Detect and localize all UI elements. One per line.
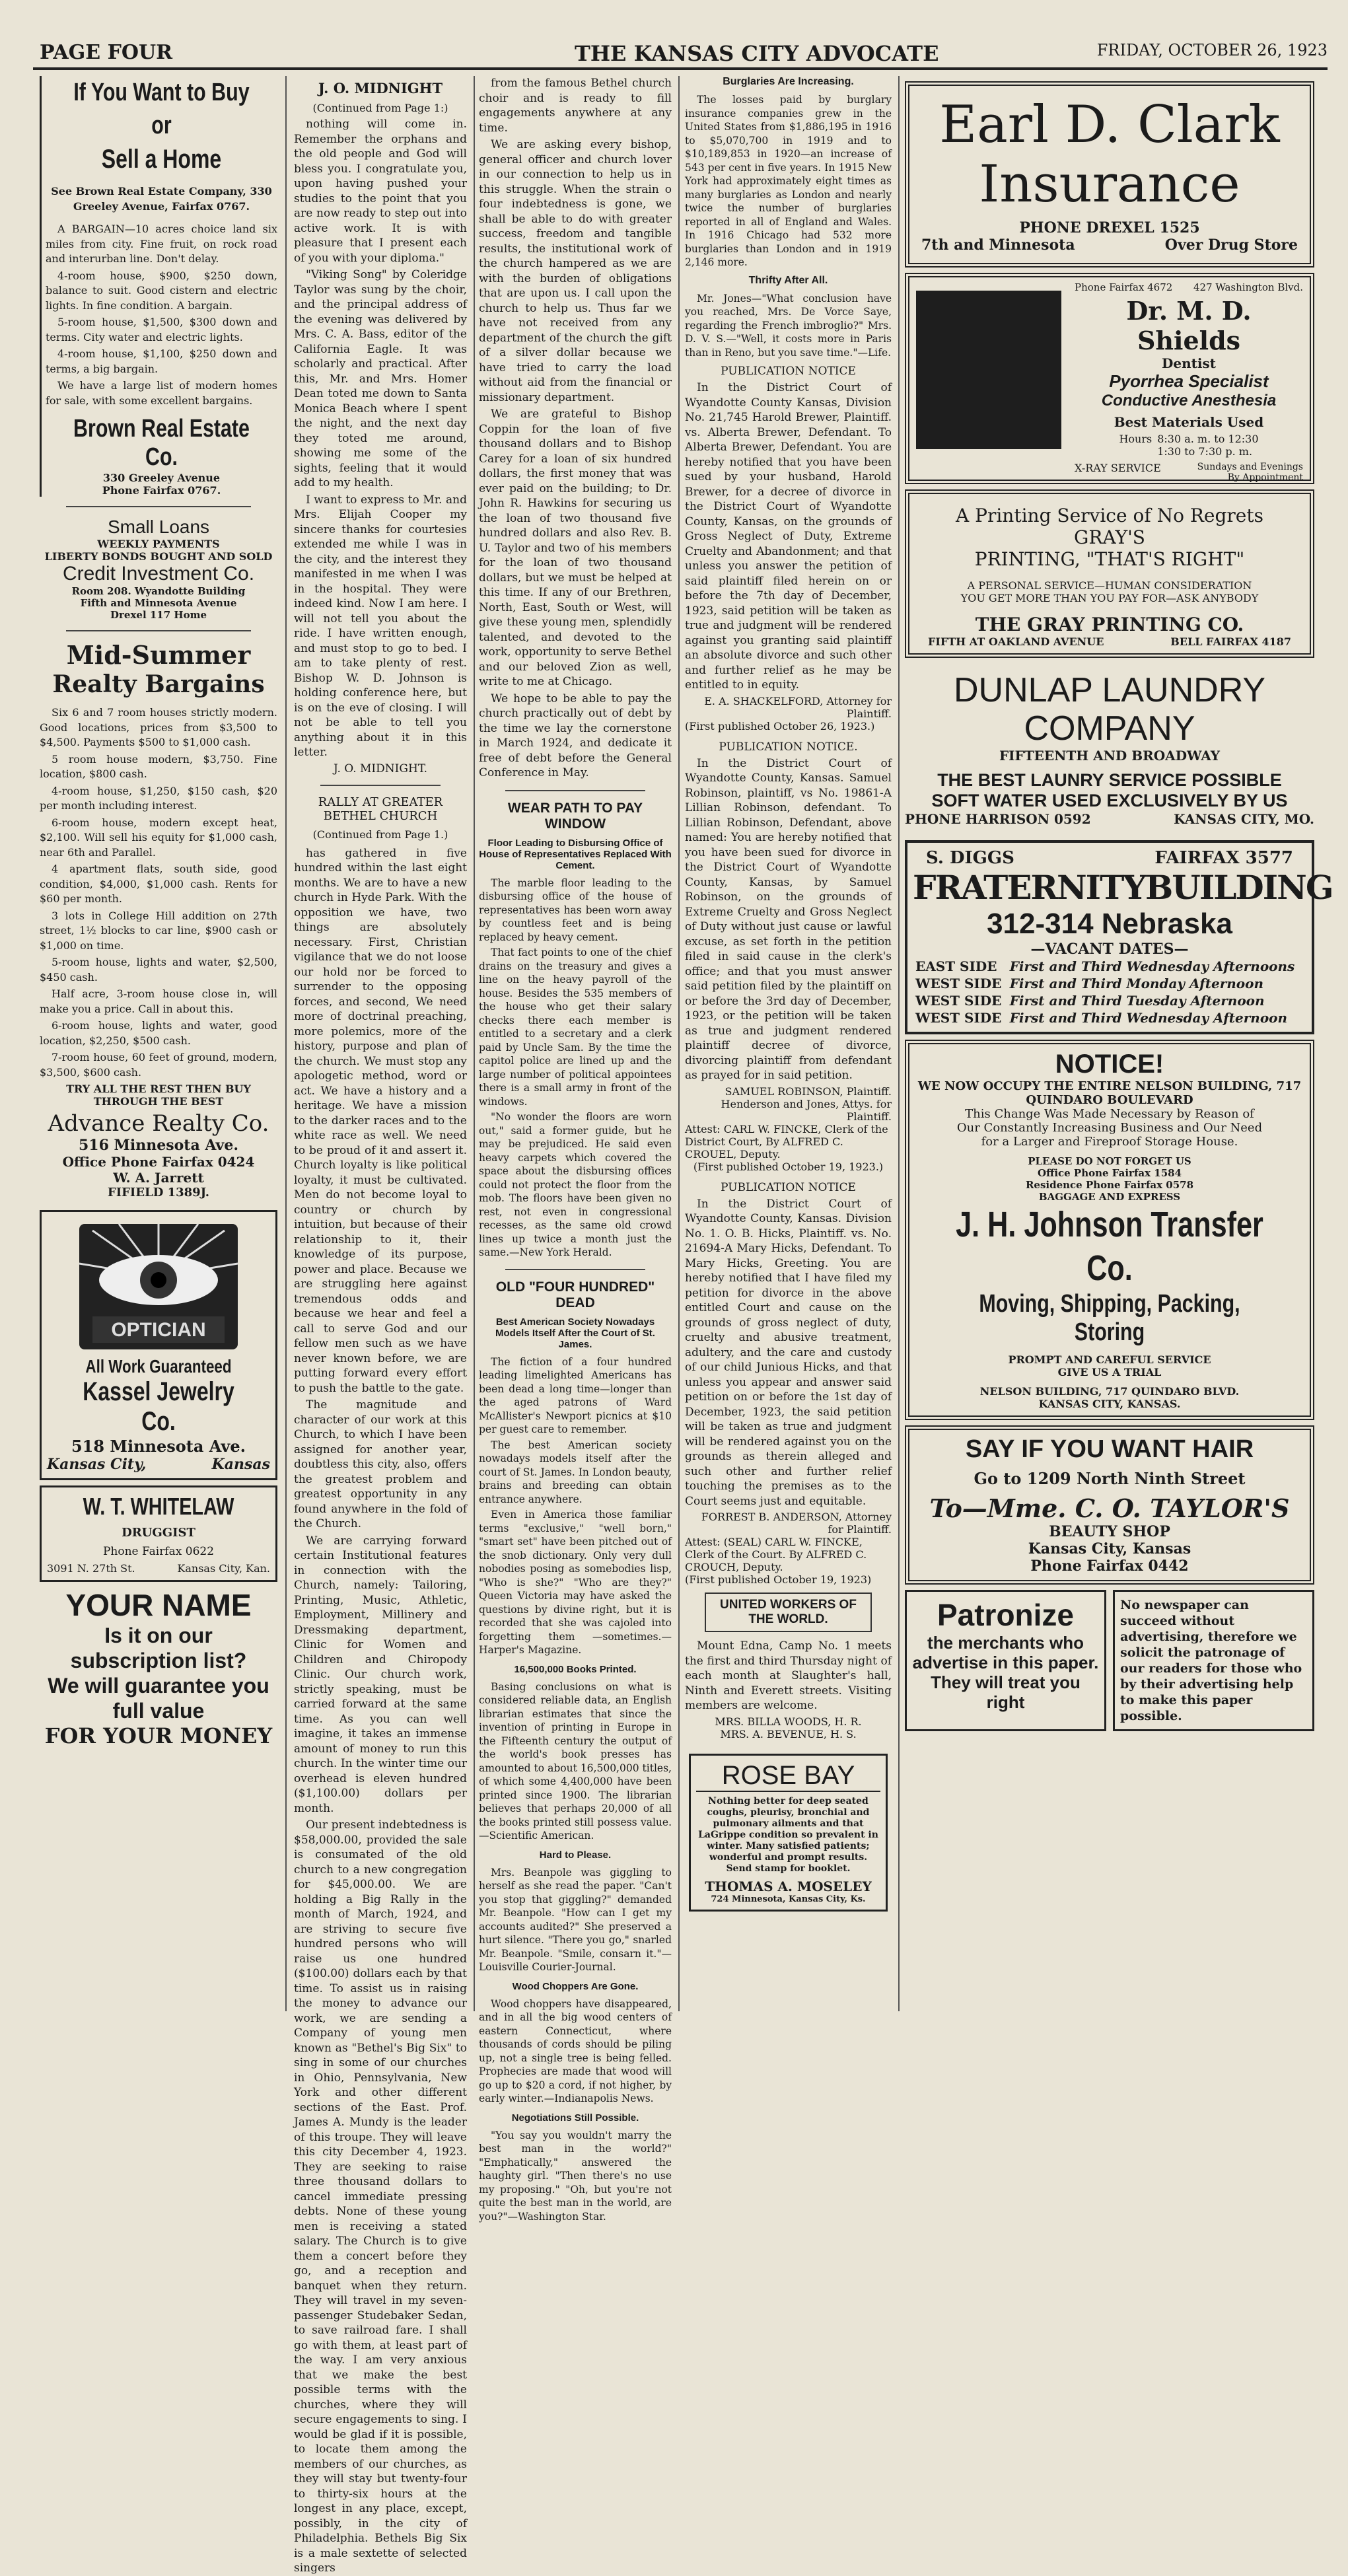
column-rule <box>474 76 475 2011</box>
credit-company: Credit Investment Co. <box>62 563 255 585</box>
notice2-sign: SAMUEL ROBINSON, Plaintiff. Henderson and Jones, Attys. for Plaintiff. <box>721 1085 892 1123</box>
list-item: 4 apartment flats, south side, good condition, $4,000, $1,000 cash. Rents for $60 per month. <box>40 863 277 905</box>
midnight-continued: (Continued from Page 1:) <box>312 102 448 114</box>
paragraph: "Viking Song" by Coleridge Taylor was sung by the choir, and the principal address of the evening was delivered by Mrs. C. A. Bass, editor of the California Eagle. It was scholarly and practical. After this, Mr. and Mrs. Homer Dean toted me down to Santa Monica Beach where I spent the night, and the next day they toted me around, showing me some of the sights, feeling that it would add to my health. <box>294 268 467 489</box>
gray-address-left: FIFTH AT OAKLAND AVENUE <box>928 635 1104 648</box>
column-rule <box>285 76 287 2011</box>
gray-company: THE GRAY PRINTING CO. <box>975 614 1244 635</box>
johnson-company: J. H. Johnson Transfer Co. <box>956 1205 1263 1288</box>
clark-address-right: Over Drug Store <box>1164 236 1298 254</box>
dunlap-phone: PHONE HARRISON 0592 <box>905 811 1091 827</box>
hair-line1: SAY IF YOU WANT HAIR <box>965 1435 1254 1463</box>
notice2-text: In the District Court of Wyandotte County, Kansas. Samuel Robinson, plaintiff, vs No. 19861-A Lillian Robinson, defendant. To Lillian Robinson, Defendant, above named: You are hereby notified that you have been sued for divorce in the District Court of Wyandotte County, Kansas, by Samuel Robinson, on the grounds of Extreme Cruelty and Gross Neglect of Duty without just cause or lawful excuse, as set forth in the petition filed in said cause in the clerk's office; and that you must answer said petition filed by the plaintiff on or before the 3rd day of December, 1923, or the petition will be taken as true and judgment rendered plaintiff decree of divorce, divorcing plaintiff from defendant as prayed for in said petition. <box>685 756 892 1082</box>
shields-spec2: Conductive Anesthesia <box>1101 392 1277 410</box>
druggist-address-right: Kansas City, Kan. <box>177 1562 270 1575</box>
hair-line3: To—Mme. C. O. TAYLOR'S <box>929 1493 1290 1523</box>
johnson-line7: PROMPT AND CAREFUL SERVICE <box>1008 1353 1211 1366</box>
fraternity-vacant: —VACANT DATES— <box>1030 941 1189 958</box>
paragraph: The fiction of a four hundred leading limelighted Americans has been dead a long time—longer than the aged patrons of Ward McAllister's Newport picnics at $10 per guest care to remember. <box>479 1355 672 1435</box>
druggist-ad <box>40 1485 277 1582</box>
fraternity-phone: FAIRFAX 3577 <box>1154 848 1293 868</box>
notice3-published: (First published October 19, 1923) <box>685 1573 872 1586</box>
advance-phone: Office Phone Fairfax 0424 <box>62 1154 255 1170</box>
schedule-side: WEST SIDE <box>915 1010 1002 1026</box>
shields-phone: Phone Fairfax 4672 <box>1075 281 1173 293</box>
paragraph: We are grateful to Bishop Coppin for the loan of five thousand dollars and to Bishop Carey for a loan of six hundred dollars, the first money that was ever paid on the building; to Dr. John R. Hawkins for securing us the loan of two thousand five hundred dollars and also Rev. B. U. Taylor and two of his members for the loan of two thousand dollars, but we must be helped at this time. If any of our Brethren, North, East, South or West, will give these young men, splendidly talented, and devoted to the work, opportunity to serve Bethel and our beloved Zion as well, write to me at Chicago. <box>479 408 672 688</box>
gray-line2: GRAY'S <box>1074 526 1145 548</box>
jewelry-address: 518 Minnesota Ave. <box>71 1437 246 1456</box>
credit-address1: Room 208. Wyandotte Building <box>71 585 246 597</box>
list-item: 7-room house, 60 feet of ground, modern, $3,500, $600 cash. <box>40 1051 277 1079</box>
paragraph: has gathered in five hundred within the last eight months. We are to have a new church in Hyde Park. With the opposition we have, two things are absolutely necessary. First, Christian vigilance that we do not loose our hold nor be forced to surrender to the opposing forces, and second, We need more of doctrinal preaching, more polemics, more of the history, purpose and plan of the church. We must stop any apologetic method, word or act. We have a history and a heritage. We have a mission to the darker races and to the white race as well. We need to be proud of it and assert it. Church loyalty is like political loyalty, it must be cultivated. Men do not become loyal to country or church by intuition, but because of their relationship to it, their knowledge of its purpose, power and place. Because we are struggling here against tremendous odds and because we hear and feel a call to serve God and our fellow men such as we have never known before, we are putting forward every effort to push the battle to the gate. <box>294 846 467 1395</box>
column-3 <box>479 76 672 2223</box>
list-item: A BARGAIN—10 acres choice land six miles from city. Fine fruit, on rock road and interurban line. Don't delay. <box>46 223 277 265</box>
druggist-title: DRUGGIST <box>122 1526 195 1540</box>
shields-xray: X-RAY SERVICE <box>1075 462 1161 474</box>
workers-sign1: MRS. BILLA WOODS, H. R. <box>715 1715 862 1728</box>
shields-hours1: 8:30 a. m. to 12:30 <box>1157 433 1259 445</box>
notice3-headline: PUBLICATION NOTICE <box>721 1180 856 1194</box>
realty-title2: Realty Bargains <box>52 670 265 698</box>
dunlap-line4: THE BEST LAUNRY SERVICE POSSIBLE <box>937 770 1282 790</box>
table-row <box>913 1009 1306 1026</box>
patronize-ad <box>905 1590 1106 1731</box>
rally-article-cont <box>479 76 672 781</box>
buy-home-list <box>46 222 277 408</box>
notice1-headline: PUBLICATION NOTICE <box>721 365 856 378</box>
gray-line5: YOU GET MORE THAN YOU PAY FOR—ASK ANYBODY <box>960 592 1259 604</box>
dunlap-line3: FIFTEENTH AND BROADWAY <box>999 748 1221 764</box>
hair-line5: Kansas City, Kansas <box>1028 1540 1191 1557</box>
realty-list <box>40 705 277 1080</box>
loans-ad <box>40 517 277 621</box>
dead-headline: OLD "FOUR HUNDRED" DEAD <box>495 1279 655 1310</box>
column-rule <box>898 76 900 2011</box>
shields-hours2: 1:30 to 7:30 p. m. <box>1157 445 1253 458</box>
list-item: 6-room house, modern except heat, $2,100. Will sell his equity for $1,000 cash, near 6th and Parallel. <box>40 816 277 859</box>
your-name-line2: Is it on our subscription list? <box>70 1624 247 1672</box>
issue-date: FRIDAY, OCTOBER 26, 1923 <box>1096 41 1328 59</box>
notice3-sign: FORREST B. ANDERSON, Attorney for Plaintiff. <box>701 1511 892 1536</box>
your-name-line4: FOR YOUR MONEY <box>44 1723 273 1748</box>
patronize-text: the merchants who advertise in this paper. They will treat you right <box>912 1633 1099 1712</box>
rose-bay-text: Nothing better for deep seated coughs, pleurisy, bronchial and pulmonary ailments and that LaGrippe condition so prevalent in winter. Many satisfied patients; wonderful and prompt results. Send stamp for booklet. <box>698 1795 878 1874</box>
shields-hours-label: Hours <box>1119 433 1153 445</box>
fraternity-building-ad <box>905 840 1333 1034</box>
rally-headline: RALLY AT GREATER BETHEL CHURCH <box>318 795 443 823</box>
notice1-sign: E. A. SHACKELFORD, Attorney for Plaintiff. <box>704 694 892 720</box>
notice1-published: (First published October 26, 1923.) <box>685 719 875 733</box>
advance-company: Advance Realty Co. <box>48 1110 269 1137</box>
wood-headline: Wood Choppers Are Gone. <box>512 1980 639 1992</box>
list-item: Half acre, 3-room house close in, will make you a price. Call in about this. <box>40 987 277 1015</box>
column-4 <box>685 76 892 2015</box>
wear-subhead: Floor Leading to Disbursing Office of House of Representatives Replaced With Cement. <box>479 837 672 871</box>
hair-line2: Go to 1209 North Ninth Street <box>974 1469 1246 1488</box>
paragraph: We hope to be able to pay the church practically out of debt by the time we lay the cornerstone in March 1924, and dedicate it free of debt before the General Conference in May. <box>479 692 672 779</box>
hard-article: Mrs. Beanpole was giggling to herself as she read the paper. "Can't you stop that giggling?" demanded Mr. Beanpole. "How can I get my accounts audited?" She preserved a hurt silence. "There you go," snarled Mr. Beanpole. "Smile, consarn it."—Louisville Courier-Journal. <box>479 1866 672 1973</box>
column-2 <box>294 76 467 2575</box>
dead-article <box>479 1355 672 1657</box>
jewelry-city-right: Kansas <box>211 1456 270 1473</box>
workers-text: Mount Edna, Camp No. 1 meets the first and third Thursday night of each month at Slaughter's hall, Ninth and Everett streets. Visiting members are welcome. <box>685 1639 892 1712</box>
masthead <box>33 41 1328 70</box>
johnson-line8: GIVE US A TRIAL <box>1057 1366 1162 1378</box>
rose-bay-name: THOMAS A. MOSELEY <box>705 1878 872 1894</box>
paragraph: Our present indebtedness is $58,000.00, provided the sale is consumated of the old church to a new congregation for $45,000.00. We are holding a Big Rally in the month of March, 1924, and are striving to secure five hundred persons who will raise us one hundred ($100.00) dollars each by that time. To assist us in raising the money to advance our work, we are sending a Company of young men known as "Bethel's Big Six" to sing in some of our churches in Ohio, Pennsylvania, New York and other different sections of the East. Prof. James A. Mundy is the leader of this troupe. They will leave this city December 4, 1923. They are seeking to raise three thousand dollars to cancel immediate pressing debts. None of these young men is receiving a stated salary. The Church is to give them a concert before they go, and a reception and banquet when they return. They will travel in my seven-passenger Studebaker Sedan, to save railroad fare. I shall go with them, at least part of the way. I am very anxious that we make the best possible terms with the churches, where they will secure engagements to sing. I would be glad if it is possible, to locate them among the members of our churches, as they will stay but twenty-four to thirty-six hours at the longest in any place, except, possibly, in the city of Philadelphia. Bethels Big Six is a male sextette of selected singers <box>294 1818 467 2575</box>
burglaries-article: The losses paid by burglary insurance companies grew in the United States from $1,886,195 in 1916 to $5,070,700 in 1919 and to $10,189,853 in 1920—an increase of 543 per cent in five years. In 1915 New York had approximately eight times as many burglaries as London and nearly twice the number of burglaries reported in all of England and Wales. In 1916 Chicago had 532 more burglaries than London and in 1919 2,146 more. <box>685 94 892 268</box>
paragraph: Even in America those familiar terms "exclusive," "well born," "smart set" have been pitched out of the snob dictionary. Only very dull nobodies posing as somebodies lisp, "Who is she?" "Who are they?" Queen Victoria may have asked the questions by divine right, but it is recorded that she was cajoled into forgetting them —sometimes.—Harper's Magazine. <box>479 1509 672 1656</box>
johnson-line1: WE NOW OCCUPY THE ENTIRE NELSON BUILDING, 717 QUINDARO BOULEVARD <box>917 1079 1302 1107</box>
druggist-address <box>47 1562 270 1575</box>
gray-line1: A Printing Service of No Regrets <box>956 505 1263 526</box>
fraternity-schedule <box>913 958 1306 1026</box>
dunlap-line1: DUNLAP LAUNDRY <box>953 671 1265 709</box>
patronize-title: Patronize <box>937 1598 1075 1632</box>
paragraph: I want to express to Mr. and Mrs. Elijah Cooper my sincere thanks for courtesies extended me while I was in the city, and the interest they manifested in me when I was in the hospital. They were indeed kind. Now I am here. I will not tell you about the ride. I have written enough, and must stop to go to bed. I am to take plenty of rest. Bishop W. D. Johnson is holding conference here, but is on the eve of closing. I will not be able to tell you anything about it in this letter. <box>294 493 467 759</box>
notice2-attest: Attest: CARL W. FINCKE, Clerk of the District Court, By ALFRED C. CROUEL, Deputy. <box>685 1122 888 1161</box>
gray-line4: A PERSONAL SERVICE—HUMAN CONSIDERATION <box>967 579 1252 592</box>
list-item: 6-room house, lights and water, good location, $2,250, $500 cash. <box>40 1019 277 1047</box>
taylor-beauty-ad <box>905 1425 1314 1585</box>
wear-article <box>479 877 672 1260</box>
midnight-article <box>294 117 467 760</box>
buy-home-intro: See Brown Real Estate Company, 330 Greeley Avenue, Fairfax 0767. <box>51 185 272 213</box>
paragraph: The marble floor leading to the disbursing office of the house of representatives has been worn away by countless feet and is being replaced by heavy cement. <box>479 877 672 943</box>
list-item: 5 room house modern, $3,750. Fine location, $800 cash. <box>40 752 277 780</box>
rally-continued: (Continued from Page 1.) <box>312 828 448 841</box>
schedule-side: WEST SIDE <box>915 993 1002 1009</box>
burglaries-headline: Burglaries Are Increasing. <box>723 76 854 87</box>
johnson-services: Moving, Shipping, Packing, Storing <box>979 1290 1240 1346</box>
notice1-text: In the District Court of Wyandotte County Kansas, Division No. 21,745 Harold Brewer, Plaintiff. vs. Alberta Brewer, Defendant. To Alberta Brewer, Defendant. You are hereby notified that you have been sued by your husband, Harold Brewer, for a decree of divorce in the District Court of Wyandotte County, Kansas, on the grounds of Gross Neglect of Duty, Extreme Cruelty and Abandonment; and that unless you answer the petition of said plaintiff filed herein on or before the 7th day of December, 1923, said petition will be taken as true and judgment will be rendered against you granting said plaintiff an absolute divorce and such other and further relief as he may be entitled to in equity. <box>685 381 892 692</box>
fraternity-manager: S. DIGGS <box>926 848 1014 868</box>
druggist-name: W. T. WHITELAW <box>83 1493 234 1520</box>
dentist-photo <box>916 291 1061 449</box>
schedule-dates: First and Third Monday Afternoon <box>1009 976 1264 991</box>
optician-logo-text: OPTICIAN <box>111 1319 206 1341</box>
notice3-attest: Attest: (SEAL) CARL W. FINCKE, Clerk of the Court. By ALFRED C. CROUCH, Deputy. <box>685 1536 867 1573</box>
list-item: 3 lots in College Hill addition on 27th street, 1½ blocks to car line, $900 cash or $1,000 on time. <box>40 909 277 952</box>
shields-title: Dentist <box>1162 355 1216 371</box>
wear-headline: WEAR PATH TO PAY WINDOW <box>507 800 643 832</box>
jewelry-city-left: Kansas City, <box>47 1456 147 1473</box>
johnson-address2: KANSAS CITY, KANSAS. <box>1038 1398 1181 1410</box>
druggist-phone: Phone Fairfax 0622 <box>102 1545 215 1558</box>
johnson-transfer-ad <box>905 1040 1314 1420</box>
paragraph: "No wonder the floors are worn out," said a former guide, but he may be prejudiced. He said even heavy carpets which covered the space about the disbursing offices could not protect the floor from the mob. The floors have been given no rest, not even in congressional recesses, as the same old crowd lines up twice a month just the same.—New York Herald. <box>479 1111 672 1258</box>
loans-line1: WEEKLY PAYMENTS <box>97 538 220 550</box>
buy-home-title: If You Want to Buy or <box>73 79 250 139</box>
dunlap-laundry-ad <box>905 671 1314 827</box>
wood-article: Wood choppers have disappeared, and in all the big wood centers of eastern Connecticut, where thousands of cords should be piling up, not a single tree is being felled. Prophecies are made that wood will go up to $20 a cord, if not higher, by early winter.—Indianapolis News. <box>479 1997 672 2104</box>
footer-ads <box>905 1590 1314 1731</box>
rose-bay-ad <box>689 1754 888 1912</box>
clark-address-left: 7th and Minnesota <box>921 236 1075 254</box>
buy-home-ad <box>40 76 277 497</box>
jewelry-company: Kassel Jewelry Co. <box>83 1377 234 1436</box>
shields-address: 427 Washington Blvd. <box>1193 281 1303 293</box>
druggist-address-left: 3091 N. 27th St. <box>47 1562 135 1575</box>
negotiations-headline: Negotiations Still Possible. <box>511 2112 639 2124</box>
schedule-side: EAST SIDE <box>915 958 997 974</box>
newspaper-title: THE KANSAS CITY ADVOCATE <box>575 41 939 66</box>
thrifty-article: Mr. Jones—"What conclusion have you reached, Mrs. De Vorce Saye, regarding the French imbroglio?" Mrs. D. V. S.—"Well, it costs more in Paris than in Reno, but you save time."—Life. <box>685 292 892 359</box>
realty-ad <box>40 641 277 1199</box>
eye-icon <box>79 1224 238 1349</box>
credit-phone: Drexel 117 Home <box>110 609 207 621</box>
dead-subhead: Best American Society Nowadays Models Itself After the Court of St. James. <box>495 1316 655 1350</box>
advance-agent: W. A. Jarrett <box>113 1170 204 1186</box>
fraternity-header <box>913 848 1306 868</box>
hard-headline: Hard to Please. <box>539 1849 612 1861</box>
table-row <box>913 975 1306 992</box>
schedule-dates: First and Third Wednesday Afternoon <box>1009 1010 1288 1026</box>
shields-sundays: Sundays and Evenings By Appointment <box>1197 462 1303 483</box>
notice2-published: (First published October 19, 1923.) <box>693 1160 884 1173</box>
loans-line2: LIBERTY BONDS BOUGHT AND SOLD <box>44 550 273 563</box>
books-article: Basing conclusions on what is considered reliable data, an English librarian estimates that since the invention of printing in Europe in the Fifteenth century the output of the world's book presses has amounted to about 16,500,000 titles, of which some 4,400,000 have been printed since 1900. The librarian believes that perhaps 20,000 of all the books printed still possess value.—Scientific American. <box>479 1680 672 1842</box>
clark-insurance: Insurance <box>979 155 1240 214</box>
rose-bay-address: 724 Minnesota, Kansas City, Ks. <box>711 1894 866 1904</box>
shields-text <box>1075 281 1303 483</box>
workers-headline: UNITED WORKERS OF THE WORLD. <box>705 1592 872 1632</box>
shields-contact <box>1075 281 1303 293</box>
clark-name: Earl D. Clark <box>939 95 1280 155</box>
shields-dentist-ad <box>905 273 1314 484</box>
brown-company: Brown Real Estate Co. <box>73 415 250 471</box>
clark-address <box>921 236 1298 254</box>
johnson-address1: NELSON BUILDING, 717 QUINDARO BLVD. <box>979 1385 1240 1398</box>
list-item: 4-room house, $900, $250 down, balance to suit. Good cistern and electric lights. In fine condition. A bargain. <box>46 269 277 312</box>
johnson-line5: Residence Phone Fairfax 0578 <box>1025 1179 1194 1191</box>
johnson-line6: BAGGAGE AND EXPRESS <box>1038 1191 1181 1203</box>
your-name-title: YOUR NAME <box>65 1588 252 1622</box>
midnight-headline: J. O. MIDNIGHT <box>318 80 443 96</box>
advance-address: 516 Minnesota Ave. <box>78 1137 239 1154</box>
credit-address2: Fifth and Minnesota Avenue <box>80 597 237 609</box>
shields-spec1: Pyorrhea Specialist <box>1109 371 1269 391</box>
shields-materials: Best Materials Used <box>1114 414 1264 430</box>
paragraph: That fact points to one of the chief drains on the treasury and gives a line on the heavy payroll of the house. Besides the 535 members of the house who get their salary checks there each member is entitled to a secretary and a clerk paid by Uncle Sam. By the time the capitol police are lined up and the large number of political appointees there is a small army in front of the windows. <box>479 947 672 1108</box>
shields-footer <box>1075 462 1303 483</box>
gray-address <box>915 635 1304 648</box>
thrifty-headline: Thrifty After All. <box>748 274 828 286</box>
list-item: Six 6 and 7 room houses strictly modern. Good locations, prices from $3,500 to $4,500. Payments $500 to $1,000 cash. <box>40 706 277 748</box>
realty-title1: Mid-Summer <box>66 640 251 670</box>
dunlap-footer <box>905 811 1314 827</box>
books-headline: 16,500,000 Books Printed. <box>514 1663 637 1675</box>
advance-agent-phone: FIFIELD 1389J. <box>107 1186 210 1199</box>
page-number: PAGE FOUR <box>40 41 173 64</box>
rose-bay-title: ROSE BAY <box>696 1761 880 1792</box>
johnson-line3: PLEASE DO NOT FORGET US <box>1028 1155 1191 1167</box>
buy-home-subtitle: Sell a Home <box>101 145 222 174</box>
notice3-text: In the District Court of Wyandotte County, Kansas. Division No. 1. O. B. Hicks, Plaintiff. vs. No. 21694-A Mary Hicks, Defendant. To Mary Hicks, Greeting. You are hereby notified that I have filed my petition for divorce in the above entitled Court and cause on the grounds of gross neglect of duty, cruelty and abusive treatment, adultery, and the care and custody of our child Junious Hicks, and that unless you appear and answer said petition on or before the 1st day of December, 1923, the said petition will be taken as true and judgment will be rendered against you on the grounds as therein alleged and such other and further relief touching the premises as to the Court seems just and equitable. <box>685 1197 892 1508</box>
loans-title: Small Loans <box>107 517 210 537</box>
list-item: We have a large list of modern homes for sale, with some excellent bargains. <box>46 379 277 407</box>
shields-name: Dr. M. D. Shields <box>1126 296 1252 355</box>
column-5 <box>905 76 1333 2015</box>
dunlap-line5: SOFT WATER USED EXCLUSIVELY BY US <box>931 791 1288 810</box>
jewelry-ad <box>40 1210 277 1480</box>
dunlap-line2: COMPANY <box>1024 709 1195 748</box>
johnson-line2: This Change Was Made Necessary by Reason of Our Constantly Increasing Business and Our Need for a Larger and Fireproof Storage House. <box>956 1107 1263 1149</box>
rally-article <box>294 846 467 2576</box>
paragraph: The magnitude and character of our work at this Church, to which I have been assigned for another year, doubtless this city, also, offers the greatest problem and greatest opportunity in any found anywhere in the fold of the Church. <box>294 1398 467 1530</box>
shields-hours <box>1075 433 1303 458</box>
table-row <box>913 992 1306 1009</box>
notice2-headline: PUBLICATION NOTICE. <box>719 740 858 754</box>
jewelry-city <box>47 1456 270 1473</box>
column-1 <box>40 76 277 2015</box>
jewelry-guarantee: All Work Guaranteed <box>85 1356 232 1377</box>
gray-printing-ad <box>905 489 1314 658</box>
your-name-ad <box>40 1587 277 1748</box>
list-item: 5-room house, lights and water, $2,500, $450 cash. <box>40 956 277 984</box>
dunlap-city: KANSAS CITY, MO. <box>1174 811 1314 827</box>
your-name-line3: We will guarantee you full value <box>48 1674 269 1723</box>
schedule-dates: First and Third Wednesday Afternoons <box>1009 958 1295 974</box>
workers-sign2: MRS. A. BEVENUE, H. S. <box>720 1727 857 1740</box>
column-rule <box>678 76 680 2011</box>
table-row <box>913 958 1306 975</box>
schedule-side: WEST SIDE <box>915 976 1002 991</box>
no-newspaper-text: No newspaper can succeed without advertising, therefore we solicit the patronage of our readers for those who by their advertising help to make this paper possible. <box>1120 1598 1302 1723</box>
schedule-dates: First and Third Tuesday Afternoon <box>1009 993 1265 1009</box>
johnson-notice: NOTICE! <box>1055 1050 1164 1079</box>
fraternity-name: FRATERNITYBUILDING <box>913 868 1333 907</box>
list-item: 4-room house, $1,250, $150 cash, $20 per month including interest. <box>40 784 277 812</box>
paragraph: The best American society nowadays models itself after the court of St. James. In London beauty, brains and breeding can obtain entrance anywhere. <box>479 1439 672 1505</box>
gray-line3: PRINTING, "THAT'S RIGHT" <box>974 548 1245 570</box>
paragraph: nothing will come in. Remember the orphans and the old people and God will bless you. I congratulate you, upon having pushed your studies to the point that you are now ready to step out into active work. It is with pleasure that I present each of you with your diploma." <box>294 118 467 265</box>
realty-tagline: TRY ALL THE REST THEN BUY THROUGH THE BEST <box>66 1083 251 1108</box>
no-newspaper-ad <box>1113 1590 1314 1731</box>
paragraph: from the famous Bethel church choir and is ready to fill engagements anywhere at any time. <box>479 77 672 135</box>
negotiations-article: "You say you wouldn't marry the best man in the world?" "Emphatically," answered the haughty girl. "Then there's no use my proposing." "Oh, but you're not quite the best man in the world, are you?"—Washington Star. <box>479 2129 672 2223</box>
gray-address-right: BELL FAIRFAX 4187 <box>1170 635 1291 648</box>
johnson-line4: Office Phone Fairfax 1584 <box>1037 1167 1182 1179</box>
paragraph: We are carrying forward certain Institutional features in connection with the Church, namely: Tailoring, Printing, Music, Athletic, Employment, Millinery and Dressmaking department, Clinic for Women and Children and Chiropody Clinic. Our church work, strictly speaking, must be carried forward at the same time. As you can well imagine, it takes an immense amount of money to run this church. In the winter time our overhead is eleven hundred ($1,100.00) dollars per month. <box>294 1534 467 1815</box>
clark-insurance-ad <box>905 81 1314 268</box>
brown-address: 330 Greeley Avenue <box>102 472 221 484</box>
clark-phone: PHONE DREXEL 1525 <box>1019 219 1200 236</box>
brown-phone: Phone Fairfax 0767. <box>102 484 221 497</box>
list-item: 4-room house, $1,100, $250 down and terms, a big bargain. <box>46 347 277 375</box>
list-item: 5-room house, $1,500, $300 down and terms. City water and electric lights. <box>46 316 277 343</box>
midnight-signoff: J. O. MIDNIGHT. <box>333 762 428 775</box>
paragraph: We are asking every bishop, general officer and church lover in our connection to help us in this struggle. When the strain o four indebtedness is gone, we shall be able to do with greater success, freedom and tangible results, the institutional work of the church hampered as we are with the burden of obligations that are upon us. I call upon the church to help us. Thus far we have not received from any department of the church the gift of a silver dollar because we have tried to carry the load without aid from the financial or missionary department. <box>479 138 672 404</box>
hair-line6: Phone Fairfax 0442 <box>1030 1557 1189 1575</box>
hair-line4: BEAUTY SHOP <box>1049 1523 1170 1540</box>
fraternity-address: 312-314 Nebraska <box>987 908 1232 940</box>
